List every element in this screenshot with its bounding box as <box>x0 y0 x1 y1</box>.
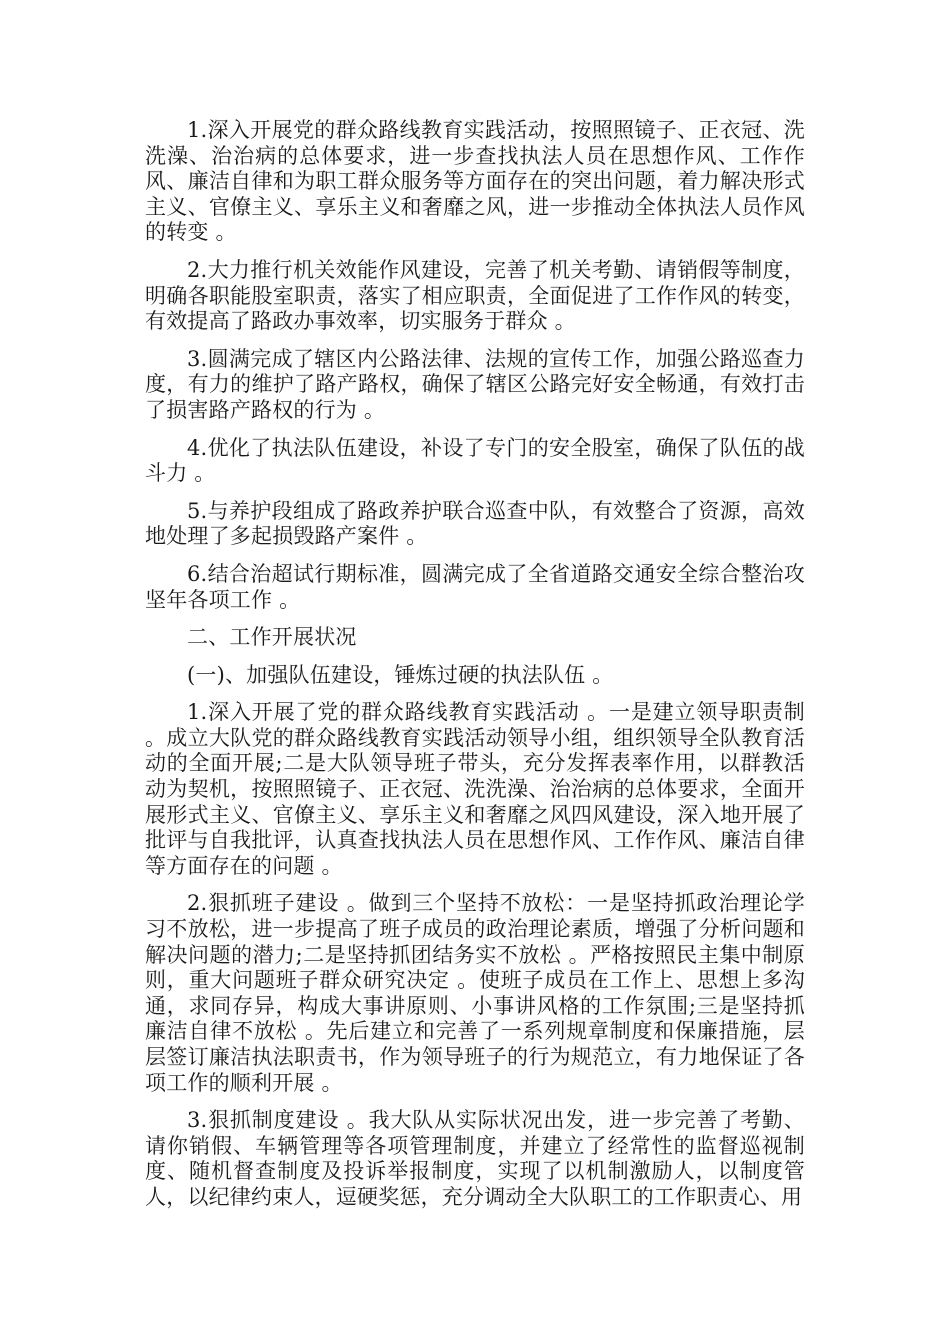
section-heading: 二、工作开展状况 <box>187 625 357 650</box>
paragraph-8: 2.狠抓班子建设 。做到三个坚持不放松：一是坚持抓政治理论学习不放松，进一步提高了班子成员的政治理论素质，增强了分析问题和解决问题的潜力;二是坚持抓团结务实不放松 。严格按照民主集中制原则，重大问题班子群众研究决定 。使班子成员在工作上、思想上多沟通，求同存异，构成大事讲原则、小事讲风格的工作氛围;三是坚持抓廉洁自律不放松 。先后建立和完善了一系列规章制度和保廉措施，层层签订廉洁执法职责书，作为领导班子的行为规范立，有力地保证了各项工作的顺利开展 。 <box>145 891 805 1095</box>
paragraph-3: 3.圆满完成了辖区内公路法律、法规的宣传工作，加强公路巡查力度，有力的维护了路产路权，确保了辖区公路完好安全畅通，有效打击了损害路产路权的行为 。 <box>145 346 805 422</box>
paragraph-4: 4.优化了执法队伍建设，补设了专门的安全股室，确保了队伍的战斗力 。 <box>145 435 805 486</box>
paragraph-6: 6.结合治超试行期标准，圆满完成了全省道路交通安全综合整治攻坚年各项工作 。 <box>145 561 805 612</box>
document-body <box>145 118 805 1223</box>
paragraph-9: 3.狠抓制度建设 。我大队从实际状况出发，进一步完善了考勤、请你销假、车辆管理等各项管理制度，并建立了经常性的监督巡视制度、随机督查制度及投诉举报制度，实现了以机制激励人，以制度管人，以纪律约束人，逗硬奖惩，充分调动全大队职工的工作职责心、用 <box>145 1108 805 1209</box>
paragraph-5: 5.与养护段组成了路政养护联合巡查中队，有效整合了资源，高效地处理了多起损毁路产案件 。 <box>145 498 805 549</box>
paragraph-2: 2.大力推行机关效能作风建设，完善了机关考勤、请销假等制度，明确各职能股室职责，落实了相应职责，全面促进了工作作风的转变，有效提高了路政办事效率，切实服务于群众 。 <box>145 257 805 334</box>
subsection-heading: (一)、加强队伍建设，锤炼过硬的执法队伍 。 <box>187 662 614 687</box>
paragraph-7: 1.深入开展了党的群众路线教育实践活动 。一是建立领导职责制 。成立大队党的群众路线教育实践活动领导小组，组织领导全队教育活动的全面开展;二是大队领导班子带头，充分发挥表率作用，以群教活动为契机，按照照镜子、正衣冠、洗洗澡、治治病的总体要求，全面开展形式主义、官僚主义、享乐主义和奢靡之风四风建设，深入地开展了批评与自我批评，认真查找执法人员在思想作风、工作作风、廉洁自律等方面存在的问题 。 <box>145 700 805 878</box>
paragraph-1: 1.深入开展党的群众路线教育实践活动，按照照镜子、正衣冠、洗洗澡、治治病的总体要求，进一步查找执法人员在思想作风、工作作风、廉洁自律和为职工群众服务等方面存在的突出问题，着力解决形式主义、官僚主义、享乐主义和奢靡之风，进一步推动全体执法人员作风的转变 。 <box>145 118 805 245</box>
